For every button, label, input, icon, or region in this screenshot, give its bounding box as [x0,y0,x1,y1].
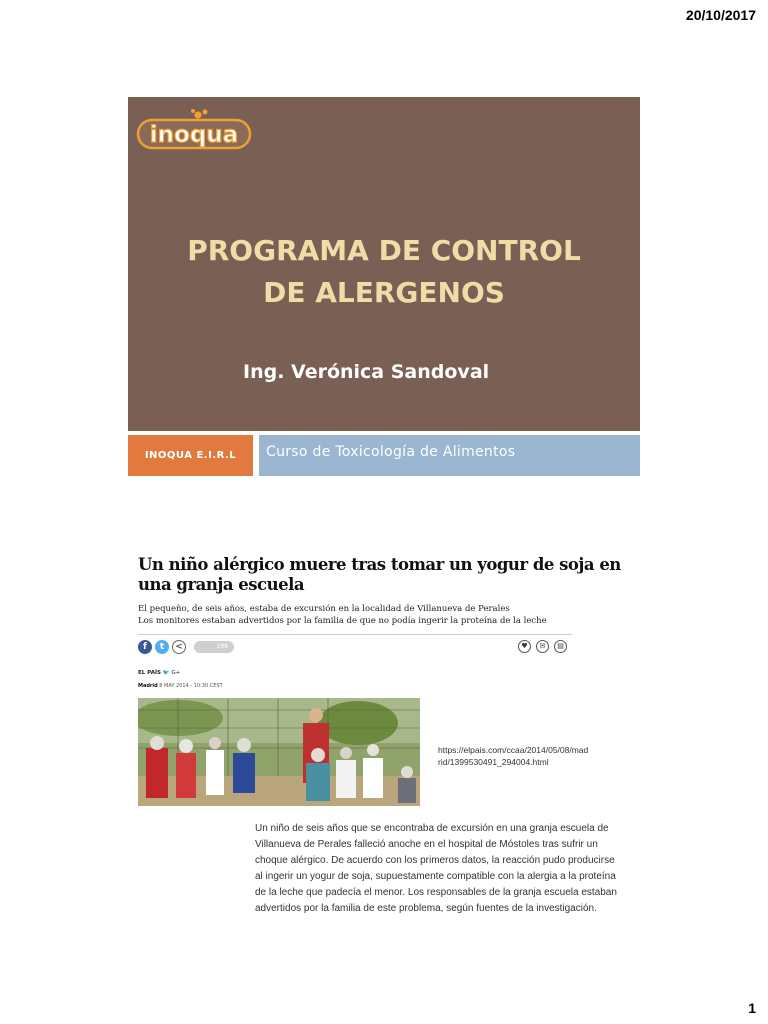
article-subheadline [138,603,547,627]
article-link-line-1: https://elpais.com/ccaa/2014/05/08/mad [438,745,589,755]
article-body-line-5: de la leche que padecía el menor. Los responsables de la granja escuela estaban [255,887,617,898]
divider [138,634,572,635]
dateline-city: Madrid [138,683,158,689]
article-subheadline-line-1: El pequeño, de seis años, estaba de excursión en la localidad de Villanueva de Perales [138,604,510,614]
facebook-icon: f [138,640,152,654]
dateline-date: 8 MAY 2014 - 10:30 CEST [159,683,223,689]
twitter-small-icon: 🐦 [162,670,170,676]
page-number: 1 [748,1000,756,1016]
comment-count-badge: 288 [194,641,234,653]
article-link[interactable] [438,744,588,768]
twitter-icon: t [155,640,169,654]
company-label: INOQUA E.I.R.L [128,435,253,476]
article-headline-line-2: una granja escuela [138,575,305,594]
title-slide [128,97,640,480]
slide-author: Ing. Verónica Sandoval [243,361,490,383]
inoqua-logo [136,107,254,151]
article-byline [138,670,180,676]
byline-source: EL PAÍS [138,670,161,676]
news-slide [128,545,640,930]
article-dateline [138,683,223,689]
svg-text:inoqua: inoqua [149,122,239,148]
slide-title-line-2: DE ALERGENOS [263,276,505,309]
share-bar [138,640,572,656]
article-body-line-6: advertidos por la familia de este problema, según fuentes de la investigación. [255,903,597,914]
slide-footer-bar [128,435,640,476]
course-label: Curso de Toxicología de Alimentos [259,435,640,476]
article-body [255,821,615,917]
slide-title-line-1: PROGRAMA DE CONTROL [187,234,581,267]
googleplus-small-icon: G+ [171,670,181,676]
article-body-line-4: al ingerir un yogur de soja, supuestamente compatible con la alergia a la proteína [255,871,616,882]
article-link-line-2: rid/1399530491_294004.html [438,757,549,767]
article-subheadline-line-2: Los monitores estaban advertidos por la familia de que no podía ingerir la proteína de la leche [138,616,547,626]
article-headline [138,555,621,595]
page-date: 20/10/2017 [685,7,756,23]
article-body-line-2: Villanueva de Perales falleció anoche en el hospital de Móstoles tras sufrir un [255,839,598,850]
heart-icon: ♥ [518,640,531,653]
article-body-line-3: choque alérgico. De acuerdo con los primeros datos, la reacción pudo producirse [255,855,615,866]
article-body-line-1: Un niño de seis años que se encontraba de excursión en una granja escuela de [255,823,609,834]
share-icon: < [172,640,186,654]
title-slide-panel [128,97,640,431]
slide-title [128,230,640,314]
article-headline-line-1: Un niño alérgico muere tras tomar un yogur de soja en [138,555,621,574]
print-icon: ▤ [554,640,567,653]
article-photo [138,698,420,806]
mail-icon: ✉ [536,640,549,653]
